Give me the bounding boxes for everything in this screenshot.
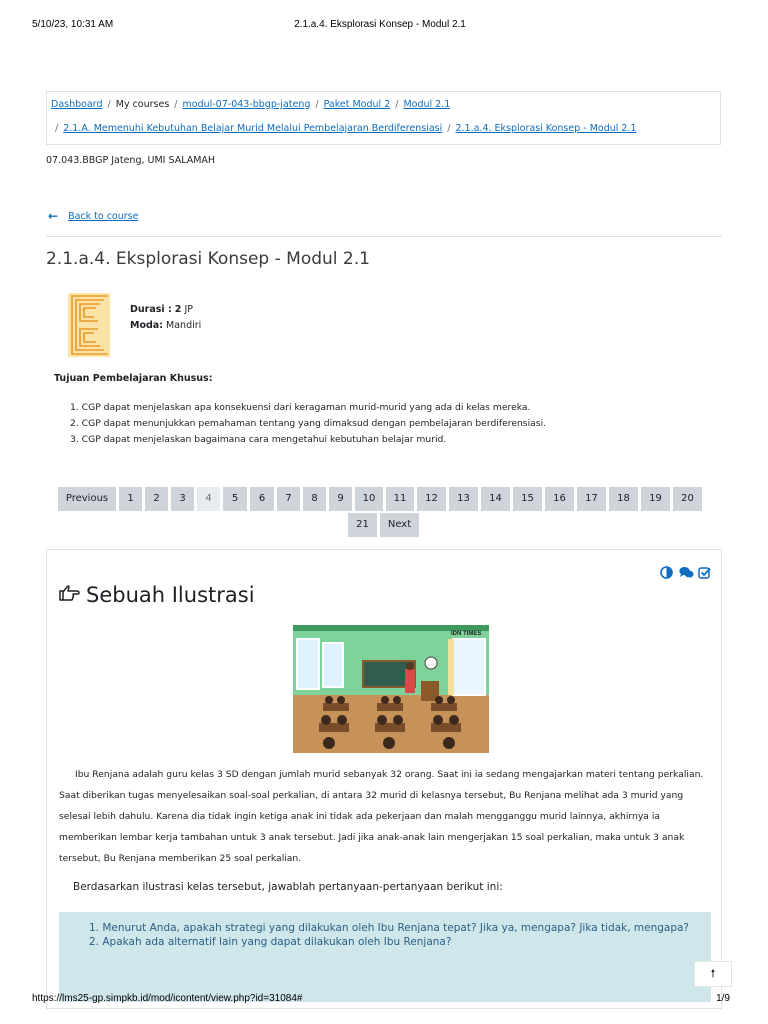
page-title: 2.1.a.4. Eksplorasi Konsep - Modul 2.1 [46,249,370,269]
objective-item: 2. CGP dapat menunjukkan pemahaman tentang yang dimaksud dengan pembelajaran berdiferensiasi. [70,418,547,429]
moda-row [130,318,201,334]
moda-value: Mandiri [166,320,202,331]
breadcrumb-separator: / [447,123,451,134]
page-link-8[interactable]: 8 [303,487,326,511]
pagination [58,487,710,537]
section-title-text: Sebuah Ilustrasi [86,583,255,607]
contrast-icon[interactable] [660,566,673,579]
page-link-6[interactable]: 6 [250,487,274,511]
durasi-value: 2 [174,304,182,315]
page-link-2[interactable]: 2 [145,487,168,511]
page-link-1[interactable]: 1 [119,487,142,511]
breadcrumb-separator: / [55,123,59,134]
page-link-4-current[interactable]: 4 [197,487,220,511]
comments-icon[interactable] [679,566,692,579]
breadcrumb-separator: / [107,99,111,110]
hand-point-right-icon [58,583,80,607]
page-link-7[interactable]: 7 [277,487,300,511]
image-watermark: IDN TIMES [451,631,482,637]
question-item: 2. Apakah ada alternatif lain yang dapat dilakukan oleh Ibu Renjana? [89,936,452,948]
page-link-14[interactable]: 14 [481,487,510,511]
arrow-up-icon: 🠕 [710,968,716,980]
print-url: https://lms25-gp.simpkb.id/mod/icontent/view.php?id=31084# [32,993,303,1004]
question-prompt: Berdasarkan ilustrasi kelas tersebut, jawablah pertanyaan-pertanyaan berikut ini: [73,881,503,893]
page-link-17[interactable]: 17 [577,487,606,511]
breadcrumb-separator: / [315,99,319,110]
breadcrumb-my-courses: My courses [115,99,170,110]
arrow-left-icon: ← [48,209,59,223]
page-link-18[interactable]: 18 [609,487,638,511]
breadcrumb-dashboard[interactable]: Dashboard [51,99,103,110]
objective-item: 3. CGP dapat menjelaskan bagaimana cara mengetahui kebutuhan belajar murid. [70,434,447,445]
pagination-previous[interactable]: Previous [58,487,116,511]
page-link-3[interactable]: 3 [171,487,194,511]
back-to-top-button[interactable] [694,961,732,987]
print-page-number: 1/9 [716,993,730,1004]
page-link-15[interactable]: 15 [513,487,542,511]
breadcrumb-separator: / [174,99,178,110]
back-to-course-label: Back to course [68,210,139,222]
durasi-label: Durasi : [130,304,172,315]
course-title: 07.043.BBGP Jateng, UMI SALAMAH [46,155,216,166]
classroom-illustration [293,625,489,753]
page-link-9[interactable]: 9 [329,487,352,511]
objectives-title: Tujuan Pembelajaran Khusus: [54,373,213,384]
page-link-20[interactable]: 20 [673,487,702,511]
section-title [58,583,255,607]
print-datetime: 5/10/23, 10:31 AM [32,19,114,30]
question-box [59,912,711,1002]
page-link-13[interactable]: 13 [449,487,478,511]
page-link-11[interactable]: 11 [386,487,414,511]
back-to-course-link[interactable] [48,209,138,223]
print-doc-title: 2.1.a.4. Eksplorasi Konsep - Modul 2.1 [294,19,466,30]
card-toolbar [660,566,711,579]
breadcrumb-separator: / [395,99,399,110]
content-card [46,549,722,1009]
module-meta [130,302,201,334]
objective-item: 1. CGP dapat menjelaskan apa konsekuensi dari keragaman murid-murid yang ada di kelas mereka. [70,402,531,413]
objectives-list [70,400,546,448]
breadcrumb-paket-modul[interactable]: Paket Modul 2 [323,99,391,110]
page-link-21[interactable]: 21 [348,513,377,537]
pagination-next[interactable]: Next [380,513,419,537]
question-list [59,912,711,949]
durasi-row [130,302,201,318]
breadcrumb-current-page[interactable]: 2.1.a.4. Eksplorasi Konsep - Modul 2.1 [455,123,637,134]
breadcrumb-section[interactable]: 2.1.A. Memenuhi Kebutuhan Belajar Murid Melalui Pembelajaran Berdiferensiasi [63,123,443,134]
breadcrumb-course[interactable]: modul-07-043-bbgp-jateng [182,99,311,110]
page-link-10[interactable]: 10 [355,487,383,511]
check-square-icon[interactable] [698,566,711,579]
page-link-12[interactable]: 12 [417,487,446,511]
durasi-unit: JP [184,304,193,315]
breadcrumb-modul[interactable]: Modul 2.1 [403,99,451,110]
moda-label: Moda: [130,320,163,331]
print-footer [32,993,730,1007]
page-link-16[interactable]: 16 [545,487,574,511]
illustration-paragraph: Ibu Renjana adalah guru kelas 3 SD dengan jumlah murid sebanyak 32 orang. Saat ini ia sedang mengajarkan materi tentang perkalian. Saat diberikan tugas menyelesaikan soal-soal perkalian, di antara 32 murid di kelasnya tersebut, Bu Renjana melihat ada 3 murid yang selesai lebih dahulu. Karena dia tidak ingin ketiga anak ini tidak ada pekerjaan dan malah mengganggu murid lainnya, akhirnya ia memberikan lembar kerja tambahan untuk 3 anak tersebut. Jadi jika anak-anak lain mengerjakan 15 soal perkalian, maka untuk 3 anak tersebut, Bu Renjana memberikan 25 soal perkalian. [59,769,704,864]
print-header [32,19,728,33]
divider [46,236,722,237]
page-link-5[interactable]: 5 [223,487,247,511]
page-link-19[interactable]: 19 [641,487,670,511]
module-logo-icon [68,293,110,357]
question-item: 1. Menurut Anda, apakah strategi yang dilakukan oleh Ibu Renjana tepat? Jika ya, mengapa? Jika tidak, mengapa? [89,922,690,934]
breadcrumb [46,91,721,145]
